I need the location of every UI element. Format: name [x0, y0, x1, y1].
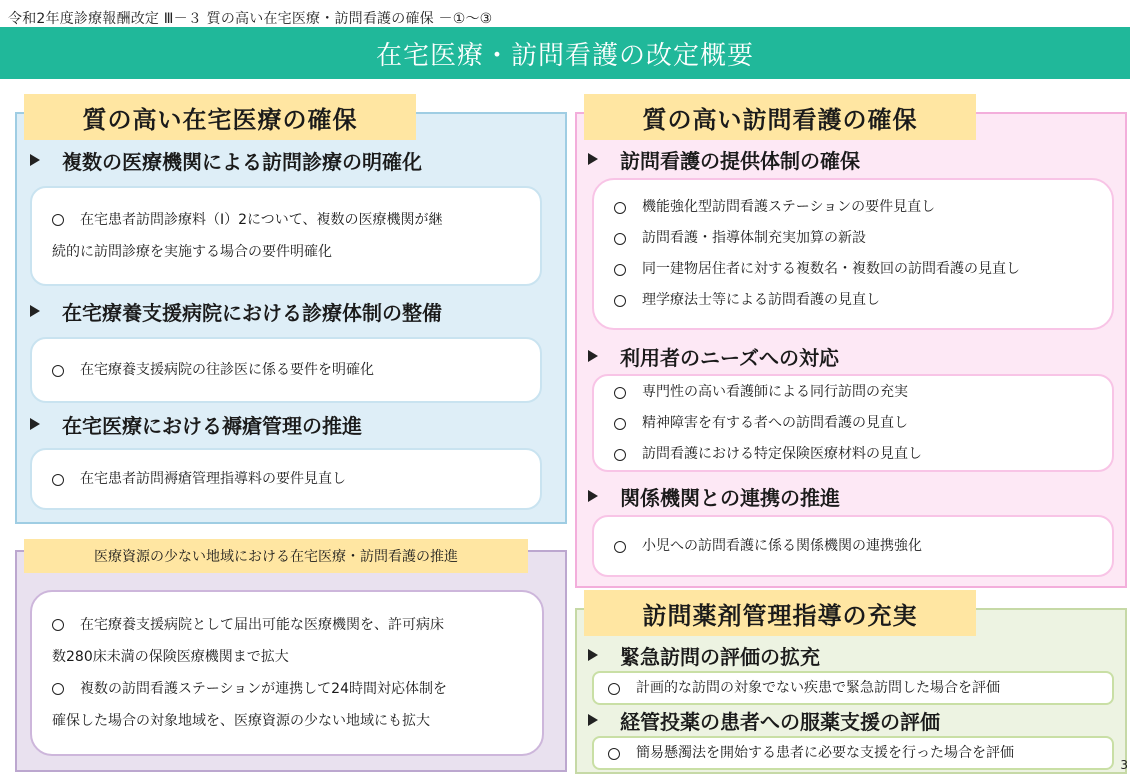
list-item: 簡易懸濁法を開始する患者に必要な支援を行った場合を評価 — [608, 738, 1098, 769]
content-box-user-needs — [592, 374, 1114, 472]
arrow-bullet-icon — [588, 350, 598, 362]
section-title-tube-medication: 経管投薬の患者への服薬支援の評価 — [588, 706, 940, 734]
circle-bullet-icon — [52, 474, 64, 486]
circle-bullet-icon — [614, 387, 626, 399]
arrow-bullet-icon — [588, 490, 598, 502]
content-box-scarce-resource-areas — [30, 590, 544, 756]
circle-bullet-icon — [608, 683, 620, 695]
panel-heading-scarce-resource-areas: 医療資源の少ない地域における在宅医療・訪問看護の推進 — [24, 539, 528, 573]
section-title-nursing-provision: 訪問看護の提供体制の確保 — [588, 145, 860, 173]
list-item: 小児への訪問看護に係る関係機関の連携強化 — [614, 531, 1092, 562]
list-item: 在宅療養支援病院の往診医に係る要件を明確化 — [52, 355, 520, 386]
circle-bullet-icon — [614, 418, 626, 430]
circle-bullet-icon — [52, 619, 64, 631]
list-item: 在宅患者訪問診療料（Ⅰ）2について、複数の医療機関が継 続的に訪問診療を実施する場合の要件明確化 — [52, 212, 443, 260]
circle-bullet-icon — [614, 449, 626, 461]
list-item: 同一建物居住者に対する複数名・複数回の訪問看護の見直し — [614, 254, 1092, 285]
list-item: 計画的な訪問の対象でない疾患で緊急訪問した場合を評価 — [608, 673, 1098, 704]
arrow-bullet-icon — [30, 418, 40, 430]
list-item: 精神障害を有する者への訪問看護の見直し — [614, 408, 1092, 439]
panel-heading-pharmacy-guidance: 訪問薬剤管理指導の充実 — [584, 590, 976, 636]
list-item: 在宅患者訪問褥瘡管理指導料の要件見直し — [52, 464, 520, 495]
content-box-emergency-visit — [592, 671, 1114, 705]
panel-heading-home-medical-care: 質の高い在宅医療の確保 — [24, 94, 416, 140]
content-box-pressure-ulcer — [30, 448, 542, 510]
arrow-bullet-icon — [588, 649, 598, 661]
content-box-support-hospital — [30, 337, 542, 403]
section-title-pressure-ulcer: 在宅医療における褥瘡管理の推進 — [30, 409, 362, 439]
circle-bullet-icon — [52, 683, 64, 695]
list-item: 在宅療養支援病院として届出可能な医療機関を、許可病床 数280床未満の保険医療機関まで拡大 — [52, 617, 444, 665]
circle-bullet-icon — [614, 264, 626, 276]
content-box-nursing-provision — [592, 178, 1114, 330]
content-box-tube-medication — [592, 736, 1114, 770]
list-item: 機能強化型訪問看護ステーションの要件見直し — [614, 192, 1092, 223]
content-box-agency-cooperation — [592, 515, 1114, 577]
arrow-bullet-icon — [588, 714, 598, 726]
list-item: 訪問看護における特定保険医療材料の見直し — [614, 439, 1092, 470]
slide-top-label: 令和2年度診療報酬改定 Ⅲ－３ 質の高い在宅医療・訪問看護の確保 －①～③ — [8, 11, 493, 27]
circle-bullet-icon — [52, 214, 64, 226]
section-title-multi-institution: 複数の医療機関による訪問診療の明確化 — [30, 145, 422, 175]
circle-bullet-icon — [614, 233, 626, 245]
content-box-multi-institution — [30, 186, 542, 286]
circle-bullet-icon — [608, 748, 620, 760]
list-item: 訪問看護・指導体制充実加算の新設 — [614, 223, 1092, 254]
circle-bullet-icon — [614, 295, 626, 307]
section-title-emergency-visit: 緊急訪問の評価の拡充 — [588, 641, 820, 669]
circle-bullet-icon — [614, 202, 626, 214]
list-item: 複数の訪問看護ステーションが連携して24時間対応体制を 確保した場合の対象地域を、医療資源の少ない地域にも拡大 — [52, 681, 447, 729]
list-item: 理学療法士等による訪問看護の見直し — [614, 285, 1092, 316]
section-title-agency-cooperation: 関係機関との連携の推進 — [588, 482, 840, 510]
page-title: 在宅医療・訪問看護の改定概要 — [375, 40, 754, 71]
page-number: 3 — [1120, 758, 1128, 772]
title-bar — [0, 27, 1130, 79]
arrow-bullet-icon — [588, 153, 598, 165]
panel-heading-home-nursing: 質の高い訪問看護の確保 — [584, 94, 976, 140]
list-item: 専門性の高い看護師による同行訪問の充実 — [614, 377, 1092, 408]
circle-bullet-icon — [52, 365, 64, 377]
arrow-bullet-icon — [30, 305, 40, 317]
circle-bullet-icon — [614, 541, 626, 553]
section-title-user-needs: 利用者のニーズへの対応 — [588, 342, 839, 370]
section-title-support-hospital: 在宅療養支援病院における診療体制の整備 — [30, 296, 442, 326]
arrow-bullet-icon — [30, 154, 40, 166]
